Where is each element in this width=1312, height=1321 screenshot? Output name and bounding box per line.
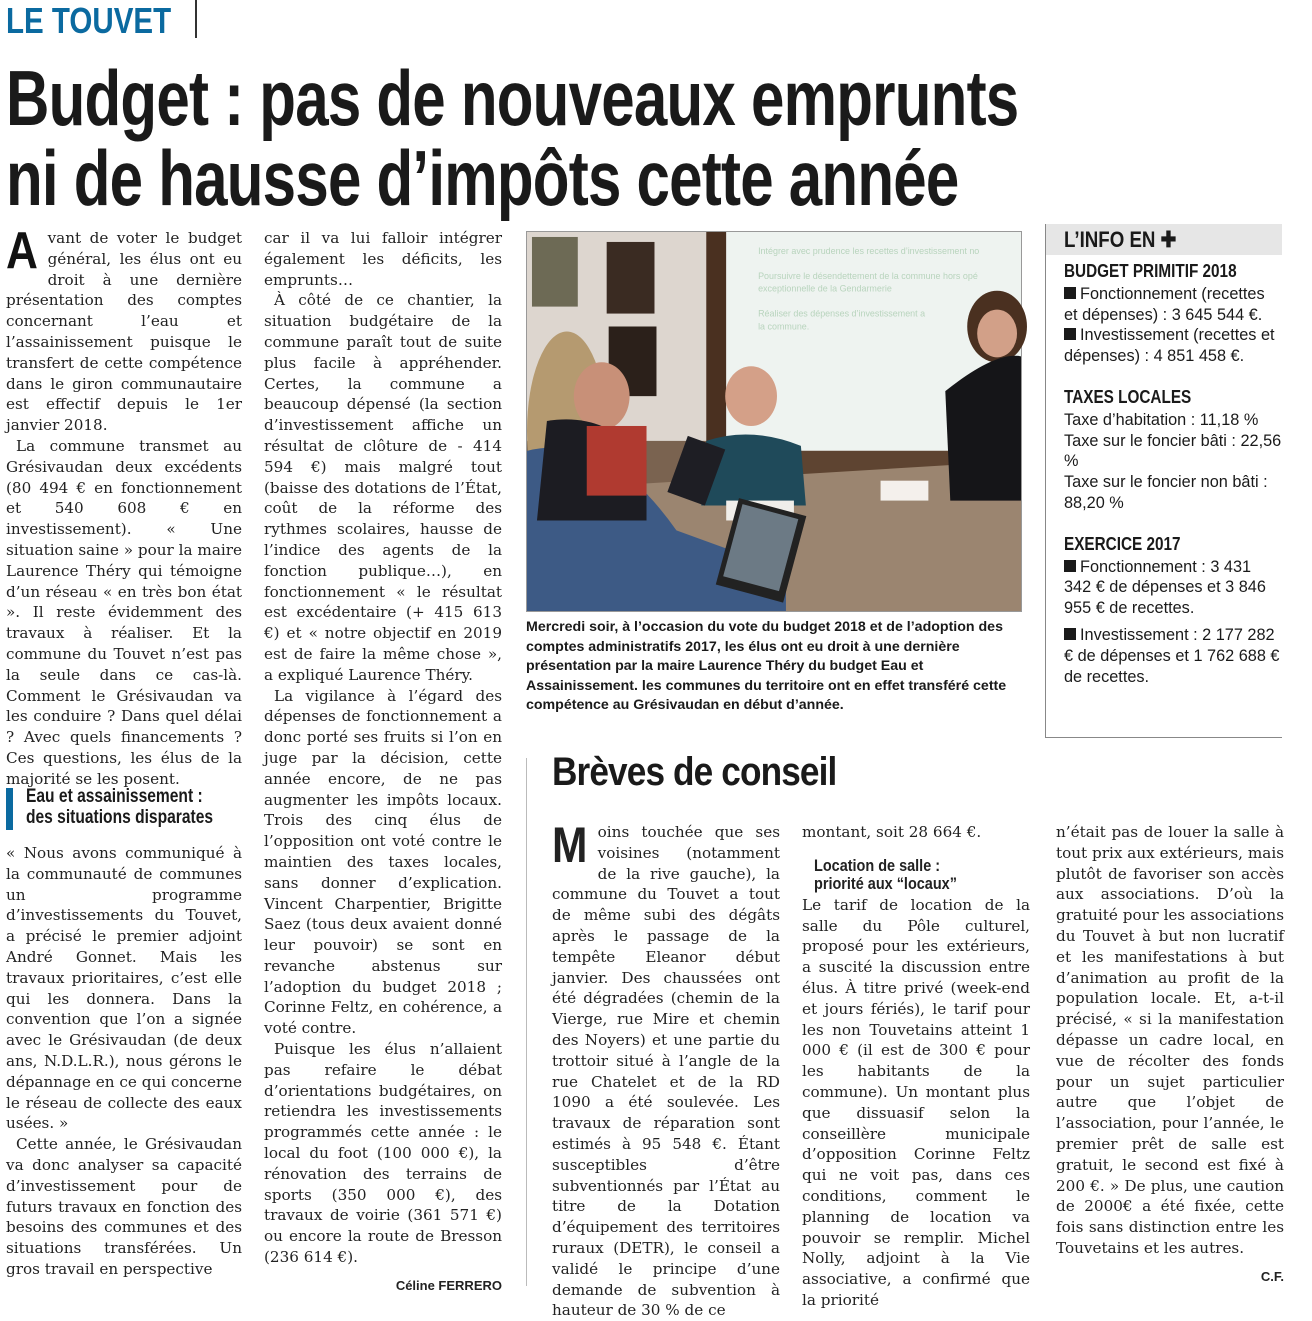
info-box-header	[1046, 224, 1282, 255]
breves-column-3	[1056, 822, 1284, 1288]
drop-cap: M	[552, 817, 588, 873]
square-bullet-icon	[1064, 328, 1076, 340]
breves-paragraph: Le tarif de location de la salle du Pôle culturel, proposé pour les extérieurs, a suscité la discussion entre élus. À titre privé (week-end et jours fériés), le tarif pour les non Touvetains atteint 1 000 € (il est de 300 € pour les habitants de la commune). Un montant plus que dissuasif selon la conseillère municipale d’opposition Corinne Feltz qui ne voit pas, dans ces conditions, comment le planning de location va pouvoir se remplir. Michel Nolly, adjoint à la Vie associative, a confirmé que la priorité	[802, 895, 1030, 1309]
info-item: Fonctionnement : 3 431 342 € de dépenses et 3 846 955 € de recettes.	[1064, 557, 1266, 618]
subheading-accent-bar	[6, 788, 13, 830]
article-paragraph: Cette année, le Grésivaudan va donc analyser sa capacité d’investissement pour de futurs travaux en fonction des besoins des communes et des situations transférées. Un gros travail en perspective	[6, 1135, 242, 1278]
info-section-budget	[1064, 261, 1282, 367]
headline	[6, 54, 1019, 222]
article-paragraph: À côté de ce chantier, la situation budgétaire de la commune paraît tout de suite plus facile à appréhender. Certes, la commune a beaucoup dépensé (la section d’investissement affiche un résultat de clôture de - 414 594 €) mais malgré tout (baisse des dotations de l’État, coût de la réforme des rythmes scolaires, hausse de l’indice des agents de la fonction publique…), en fonctionnement « le résultat est excédentaire (+ 415 613 €) et « notre objectif en 2019 est de faire la même chose », a expliqué Laurence Théry.	[264, 291, 502, 684]
photo-caption: Mercredi soir, à l’occasion du vote du budget 2018 et de l’adoption des comptes administratifs 2017, les élus ont eu droit à une dernière présentation par la maire Laurence Théry du budget Eau et Assainissement. les communes du territoire ont en effet transféré cette compétence au Grésivaudan en début d’année.	[526, 619, 1007, 713]
info-section-heading: TAXES LOCALES	[1064, 386, 1192, 407]
article-paragraph: Puisque les élus n’allaient pas refaire le débat d’orientations budgétaires, on retiendra les investissements programmés cette année : le local du foot (100 000 €), la rénovation des terrains de sports (350 000 €), des travaux de voirie (361 571 €) ou encore la route de Bresson (236 614 €).	[264, 1040, 502, 1267]
slide-line: la commune.	[758, 321, 810, 332]
article-paragraph: vant de voter le budget général, les élus ont eu droit à une dernière présentation des comptes concernant l’eau et l’assainissement puisque le transfert de cette compétence dans le giron communautaire est effectif depuis le 1er janvier 2018.	[6, 229, 242, 435]
info-item: Investissement : 2 177 282 € de dépenses et 1 762 688 € de recettes.	[1064, 625, 1280, 686]
info-section-heading: EXERCICE 2017	[1064, 533, 1181, 554]
breves-column-1	[552, 817, 780, 1321]
article-column-2	[264, 228, 502, 1297]
breves-divider	[526, 758, 527, 1286]
slide-line: Réaliser des dépenses d’investissement a	[758, 308, 926, 319]
article-column-1-continued	[6, 843, 242, 1280]
section-kicker	[6, 2, 207, 40]
breves-title: Brèves de conseil	[552, 750, 837, 794]
article-paragraph: La commune transmet au Grésivaudan deux excédents (80 494 € en fonctionnement et 540 608 € en investissement). « Une situation saine » pour la maire Laurence Théry qui témoigne d’un réseau « en très bon état ». Il reste évidemment des travaux à réaliser. Et la commune du Touvet n’est pas la seule dans ce cas-là. Comment le Grésivaudan va les conduire ? Dans quel délai ? Avec quels financements ? Ces questions, les élus de la majorité se les posent.	[6, 436, 242, 788]
slide-line: Poursuivre le désendettement de la commune hors opé	[758, 270, 978, 281]
breves-column-2	[802, 822, 1030, 1311]
info-box-title: L’INFO EN ✚	[1064, 226, 1177, 252]
drop-cap: A	[6, 222, 38, 280]
photo-illustration	[527, 232, 1021, 611]
article-paragraph: « Nous avons communiqué à la communauté de communes un programme d’investissements du Touvet, a précisé le premier adjoint André Gonnet. Mais les travaux prioritaires, c’est elle qui les donnera. Dans la convention que l’on a signée avec le Grésivaudan (de deux ans, N.D.L.R.), nous gérons le dépannage en ce qui concerne le réseau de collecte des eaux usées. »	[6, 844, 242, 1133]
info-section-exercice	[1064, 534, 1282, 688]
headline-line-2: ni de hausse d’impôts cette année	[6, 134, 959, 222]
subheading	[6, 786, 246, 828]
kicker-label: LE TOUVET	[6, 0, 172, 41]
subheading-line-1: Eau et assainissement :	[26, 786, 203, 807]
info-section-heading: BUDGET PRIMITIF 2018	[1064, 261, 1237, 281]
info-box	[1045, 224, 1282, 738]
plus-icon: ✚	[1160, 226, 1177, 252]
square-bullet-icon	[1064, 628, 1076, 640]
info-item: Taxe sur le foncier bâti : 22,56 %	[1064, 431, 1282, 471]
square-bullet-icon	[1064, 560, 1076, 572]
breves-paragraph: oins touchée que ses voisines (notamment de la rive gauche), la commune du Touvet a tout de même subi des dégâts après le passage de la tempête Eleanor début janvier. Des chaussées ont été dégradées (chemin de la Vierge, rue Mire et chemin des Noyers) et une partie du trottoir situé à l’angle de la rue Chatelet et de la RD 1090 a été soulevée. Les travaux de réparation sont estimés à 95 548 €. Étant susceptibles d’être subventionnés par l’État au titre de la Dotation d’équipement des territoires ruraux (DETR), le conseil a validé le principe d’une demande de subvention à hauteur de 30 % de ce	[552, 823, 780, 1320]
info-item: Taxe d’habitation : 11,18 %	[1064, 410, 1259, 429]
info-item: Taxe sur le foncier non bâti : 88,20 %	[1064, 473, 1268, 512]
info-item: Fonctionnement (recettes et dépenses) : 3 645 544 €.	[1064, 284, 1265, 324]
article-paragraph: car il va lui falloir intégrer également les déficits, les emprunts…	[264, 229, 502, 289]
slide-line: exceptionnelle de la Gendarmerie	[758, 283, 892, 294]
article-paragraph: La vigilance à l’égard des dépenses de fonctionnement a donc porté ses fruits si l’on en juge par la décision, cette année encore, de ne pas augmenter les impôts locaux. Trois des cinq élus de l’opposition ont voté contre le maintien des taxes locales, sans donner d’explication. Vincent Charpentier, Brigitte Saez (tous deux avaient donné leur pouvoir) se sont en revanche abstenus sur l’adoption du budget 2018 ; Corinne Feltz, en cohérence, a voté contre.	[264, 686, 502, 1038]
article-column-1	[6, 222, 242, 790]
author-signature: Céline FERRERO	[395, 1277, 502, 1293]
info-box-body	[1046, 255, 1282, 687]
location-subheading: Location de salle : priorité aux “locaux”	[814, 855, 957, 893]
info-section-taxes	[1064, 387, 1282, 514]
breves-paragraph: montant, soit 28 664 €.	[802, 823, 982, 841]
slide-line: Intégrer avec prudence les recettes d’investissement no	[758, 245, 980, 256]
subheading-line-2: des situations disparates	[26, 807, 214, 828]
square-bullet-icon	[1064, 287, 1076, 299]
info-item: Investissement (recettes et dépenses) : 4 851 458 €.	[1064, 326, 1275, 366]
author-signature: C.F.	[1260, 1268, 1284, 1284]
breves-paragraph: n’était pas de louer la salle à tout prix aux extérieurs, mais plutôt de favoriser son accès aux associations. D’où la gratuité pour les associations du Touvet à but non lucratif et les manifestations à but d’animation au profit de la population locale. Et, a-t-il précisé, « si la manifestation dépasse un cadre local, en vue de récolter des fonds pour un sujet particulier autre que l’objet de l’association, pour l’année, le premier prêt de salle est gratuit, le second est fixé à 200 €. » De plus, une caution de 2000€ a été fixée, cette fois sans distinction entre les Touvetains et les autres.	[1056, 823, 1284, 1257]
kicker-divider	[195, 0, 197, 38]
article-photo	[526, 231, 1022, 612]
headline-line-1: Budget : pas de nouveaux emprunts	[6, 54, 1019, 142]
